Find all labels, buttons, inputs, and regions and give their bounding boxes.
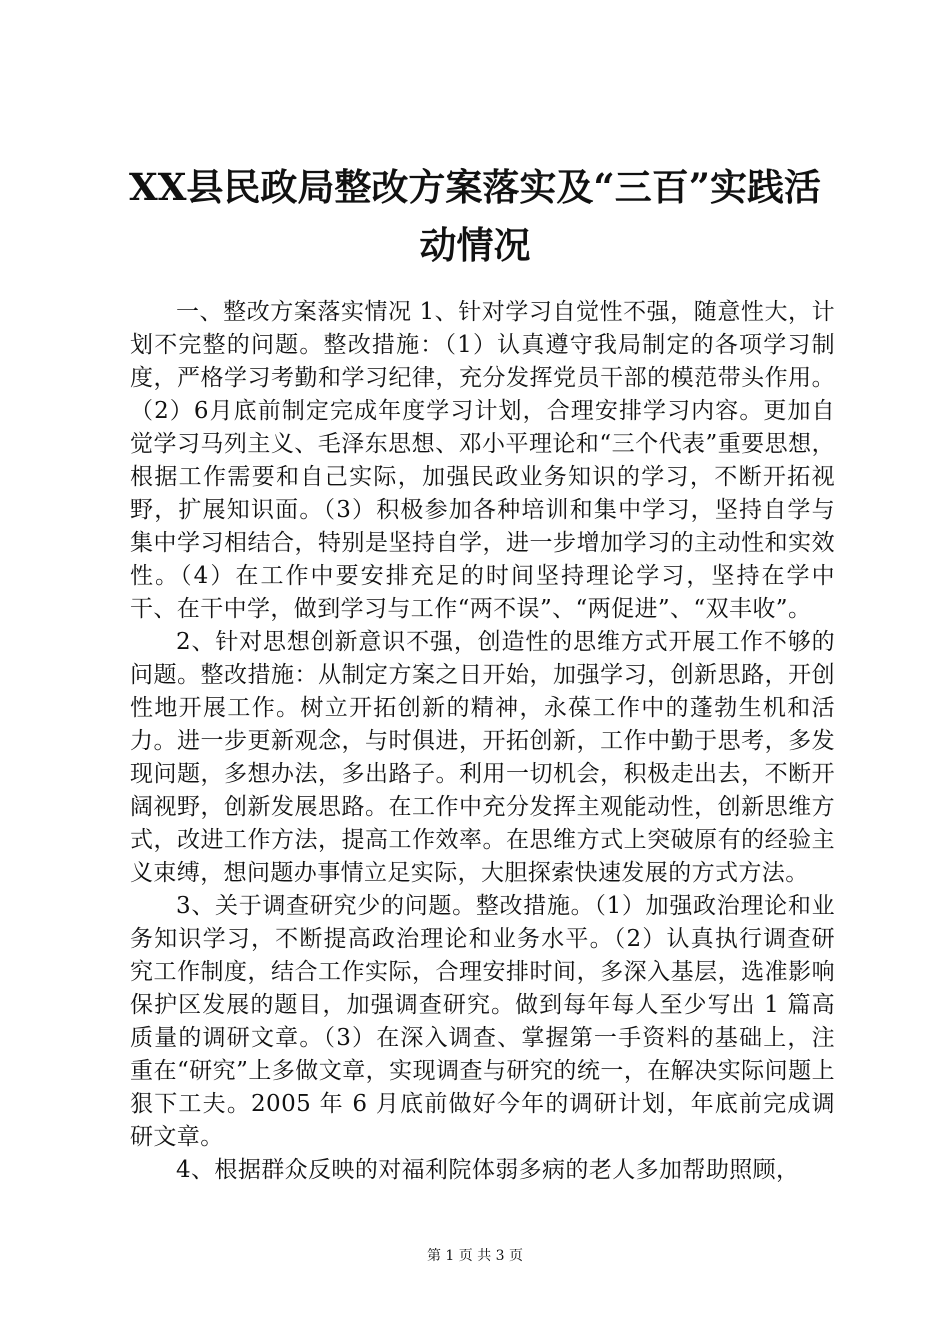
page-footer: 第 1 页 共 3 页 <box>426 1248 524 1264</box>
document-body <box>130 296 835 1187</box>
paragraph-2: 2、针对思想创新意识不强，创造性的思维方式开展工作不够的问题。整改措施：从制定方案之日开始，加强学习，创新思路，开创性地开展工作。树立开拓创新的精神，永葆工作中的蓬勃生机和活力。进一步更新观念，与时俱进，开拓创新，工作中勤于思考，多发现问题，多想办法，多出路子。利用一切机会，积极走出去，不断开阔视野，创新发展思路。在工作中充分发挥主观能动性，创新思维方式，改进工作方法，提高工作效率。在思维方式上突破原有的经验主义束缚，想问题办事情立足实际，大胆探索快速发展的方式方法。 <box>130 629 835 886</box>
paragraph-4: 4、根据群众反映的对福利院体弱多病的老人多加帮助照顾， <box>176 1157 800 1183</box>
paragraph-1: 一、整改方案落实情况 1、针对学习自觉性不强，随意性大，计划不完整的问题。整改措施：（1）认真遵守我局制定的各项学习制度，严格学习考勤和学习纪律，充分发挥党员干部的模范带头作用。（2）6月底前制定完成年度学习计划，合理安排学习内容。更加自觉学习马列主义、毛泽东思想、邓小平理论和“三个代表”重要思想，根据工作需要和自己实际，加强民政业务知识的学习，不断开拓视野，扩展知识面。（3）积极参加各种培训和集中学习，坚持自学与集中学习相结合，特别是坚持自学，进一步增加学习的主动性和实效性。（4）在工作中要安排充足的时间坚持理论学习，坚持在学中干、在干中学，做到学习与工作“两不误”、“两促进”、“双丰收”。 <box>130 299 835 622</box>
paragraph-3: 3、关于调查研究少的问题。整改措施。（1）加强政治理论和业务知识学习，不断提高政治理论和业务水平。（2）认真执行调查研究工作制度，结合工作实际，合理安排时间，多深入基层，选准影响保护区发展的题目，加强调查研究。做到每年每人至少写出 1 篇高质量的调研文章。（3）在深入调查、掌握第一手资料的基础上，注重在“研究”上多做文章，实现调查与研究的统一，在解决实际问题上狠下工夫。2005 年 6 月底前做好今年的调研计划，年底前完成调研文章。 <box>130 893 835 1150</box>
document-title: XX县民政局整改方案落实及“三百”实践活动情况 <box>129 165 821 267</box>
